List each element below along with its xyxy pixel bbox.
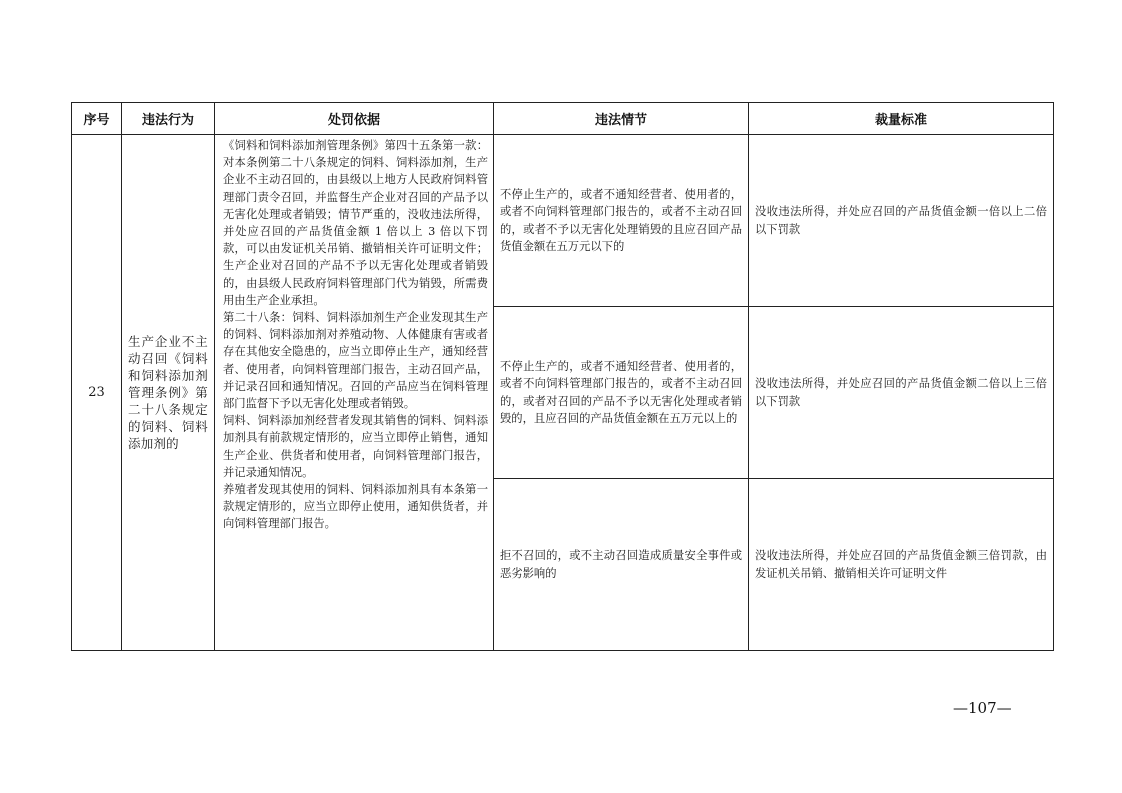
penalty-standards-table [71, 102, 1054, 651]
tier-3-standard: 没收违法所得，并处应召回的产品货值金额三倍罚款，由发证机关吊销、撤销相关许可证明文件 [749, 479, 1054, 651]
tier-2-standard: 没收违法所得，并处应召回的产品货值金额二倍以上三倍以下罚款 [749, 307, 1054, 479]
table-row [72, 135, 1054, 307]
header-basis: 处罚依据 [215, 103, 494, 135]
header-behavior: 违法行为 [122, 103, 215, 135]
basis-paragraph: 《饲料和饲料添加剂管理条例》第四十五条第一款：对本条例第二十八条规定的饲料、饲料添加剂，生产企业不主动召回的，由县级以上地方人民政府饲料管理部门责令召回，并监督生产企业对召回的产品予以无害化处理或者销毁；情节严重的，没收违法所得，并处应召回的产品货值金额 1 倍以上 3 倍以下罚款，可以由发证机关吊销、撤销相关许可证明文件；生产企业对召回的产品不予以无害化处理或者销毁的，由县级人民政府饲料管理部门代为销毁，所需费用由生产企业承担。 [223, 139, 488, 307]
basis-paragraph: 第二十八条：饲料、饲料添加剂生产企业发现其生产的饲料、饲料添加剂对养殖动物、人体健康有害或者存在其他安全隐患的，应当立即停止生产，通知经营者、使用者，向饲料管理部门报告，主动召回产品，并记录召回和通知情况。召回的产品应当在饲料管理部门监督下予以无害化处理或者销毁。 [223, 311, 488, 411]
entry-behavior: 生产企业不主动召回《饲料和饲料添加剂管理条例》第二十八条规定的饲料、饲料添加剂的 [122, 135, 215, 651]
table-header-row [72, 103, 1054, 135]
basis-paragraph: 饲料、饲料添加剂经营者发现其销售的饲料、饲料添加剂具有前款规定情形的，应当立即停止销售，通知生产企业、供货者和使用者，向饲料管理部门报告，并记录通知情况。 [223, 414, 488, 479]
header-circumstance: 违法情节 [494, 103, 749, 135]
header-number: 序号 [72, 103, 122, 135]
page-number: —107— [953, 699, 1012, 717]
tier-2-circumstance: 不停止生产的，或者不通知经营者、使用者的，或者不向饲料管理部门报告的，或者不主动召回的，或者对召回的产品不予以无害化处理或者销毁的，且应召回的产品货值金额在五万元以上的 [494, 307, 749, 479]
tier-1-standard: 没收违法所得，并处应召回的产品货值金额一倍以上二倍以下罚款 [749, 135, 1054, 307]
tier-3-circumstance: 拒不召回的，或不主动召回造成质量安全事件或恶劣影响的 [494, 479, 749, 651]
tier-1-circumstance: 不停止生产的，或者不通知经营者、使用者的，或者不向饲料管理部门报告的，或者不主动召回的，或者不予以无害化处理销毁的且应召回产品货值金额在五万元以下的 [494, 135, 749, 307]
basis-paragraph: 养殖者发现其使用的饲料、饲料添加剂具有本条第一款规定情形的，应当立即停止使用，通知供货者，并向饲料管理部门报告。 [223, 483, 488, 531]
entry-basis [215, 135, 494, 651]
header-standard: 裁量标准 [749, 103, 1054, 135]
entry-number: 23 [72, 135, 122, 651]
